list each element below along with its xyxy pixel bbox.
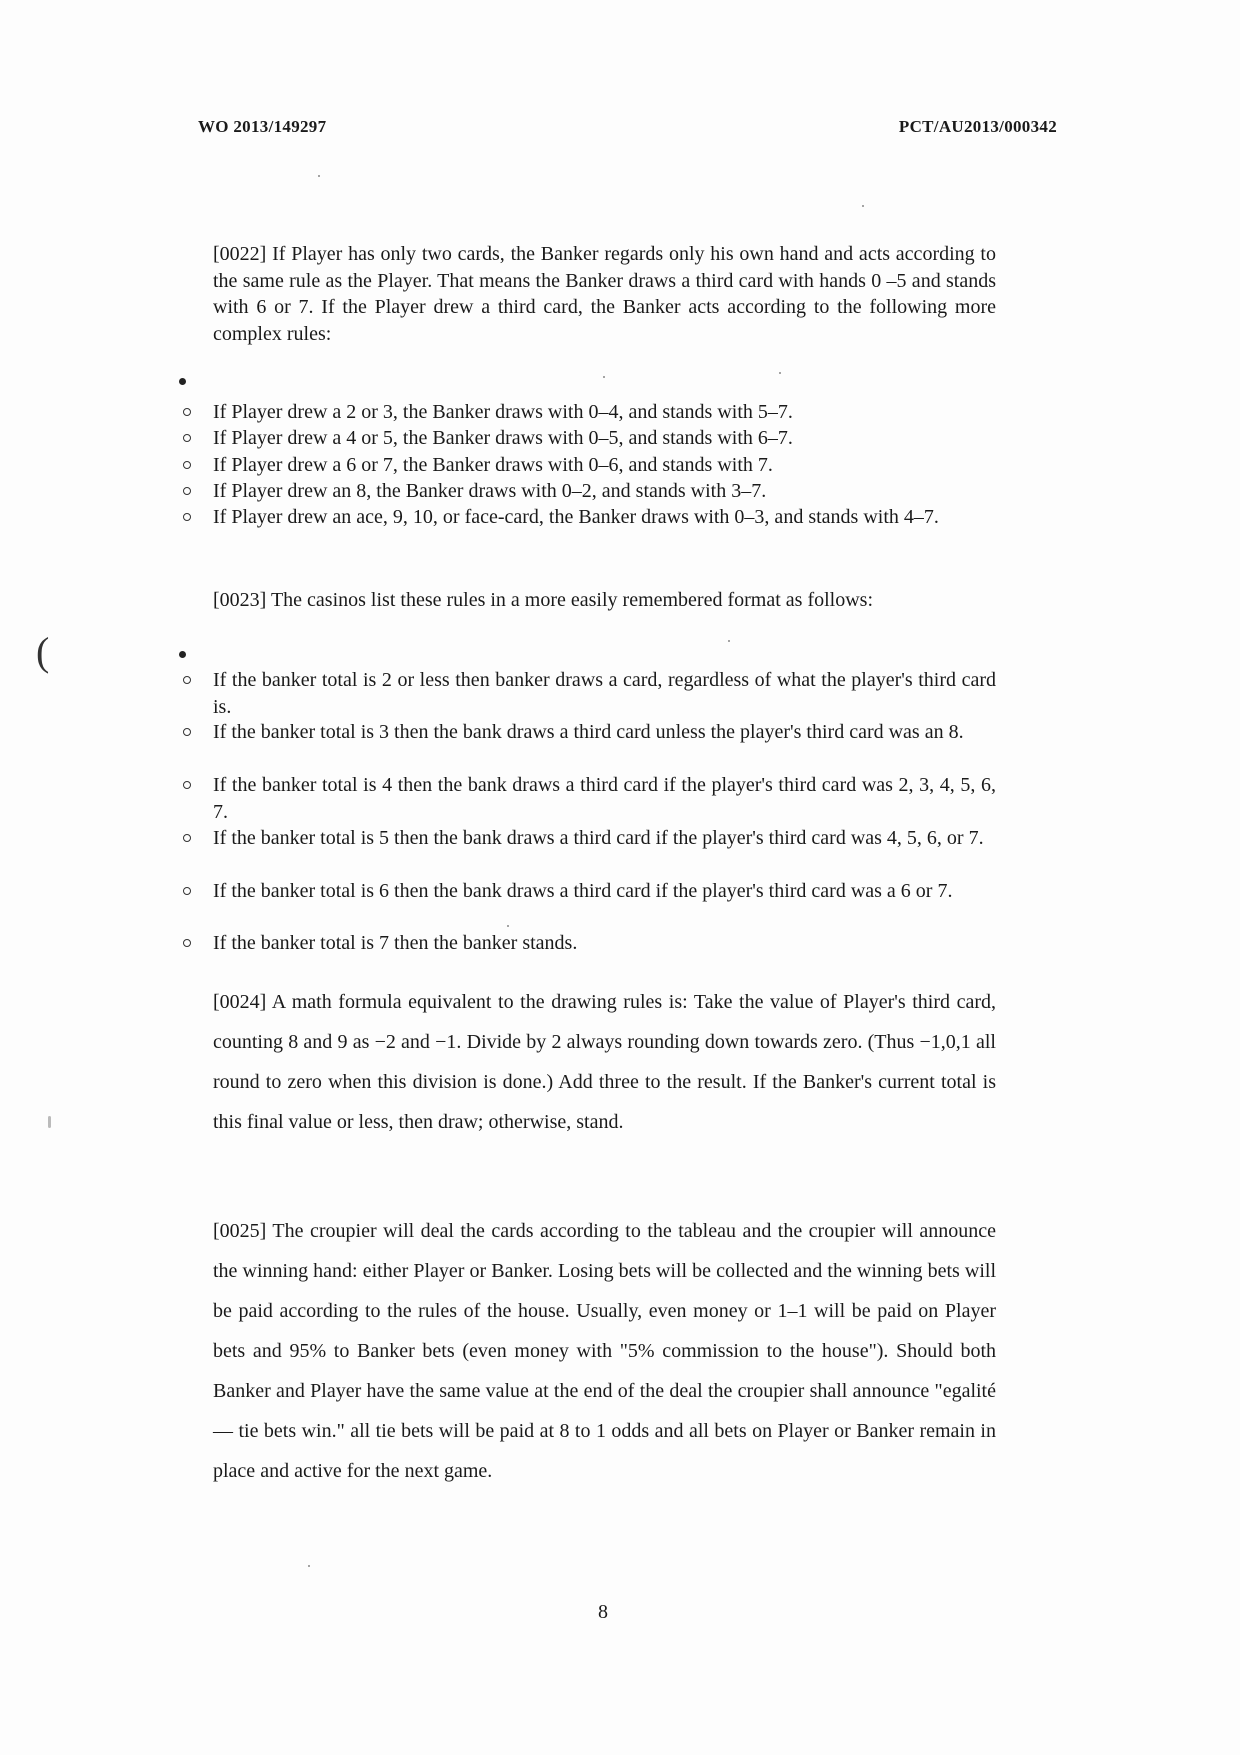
list-bullet-icon xyxy=(183,408,191,416)
list-bullet-icon xyxy=(183,513,191,521)
publication-number: WO 2013/149297 xyxy=(198,117,327,136)
scan-speck xyxy=(779,372,781,374)
margin-mark: ( xyxy=(36,629,50,674)
list-bullet-icon xyxy=(183,834,191,842)
paragraph-0024: [0024] A math formula equivalent to the drawing rules is: Take the value of Player's third card, counting 8 and 9 as −2 and −1. Divide by 2 always rounding down towards zero. (Thus −1,0,1 all round to zero when this division is done.) Add three to the result. If the Banker's current total is this final value or less, then draw; otherwise, stand. xyxy=(213,991,996,1133)
application-number: PCT/AU2013/000342 xyxy=(898,117,1057,136)
bullet-dot xyxy=(179,378,186,385)
paragraph-0022: [0022] If Player has only two cards, the Banker regards only his own hand and acts according to the same rule as the Player. That means the Banker draws a third card with hands 0 –5 and stands with 6 or 7. If the Player drew a third card, the Banker acts according to the following more complex rules: xyxy=(213,243,996,345)
list-bullet-icon xyxy=(183,939,191,947)
list-bullet-icon xyxy=(183,728,191,736)
list-item: If Player drew a 6 or 7, the Banker draws with 0–6, and stands with 7. xyxy=(213,452,996,479)
scan-speck xyxy=(728,640,730,642)
list-item: If Player drew an 8, the Banker draws with 0–2, and stands with 3–7. xyxy=(213,478,996,505)
bullet-dot xyxy=(179,651,186,658)
list-item: If the banker total is 3 then the bank draws a third card unless the player's third card was an 8. xyxy=(213,719,996,746)
list-bullet-icon xyxy=(183,461,191,469)
list-item: If Player drew a 2 or 3, the Banker draws with 0–4, and stands with 5–7. xyxy=(213,399,996,426)
list-item: If Player drew a 4 or 5, the Banker draws with 0–5, and stands with 6–7. xyxy=(213,425,996,452)
list-bullet-icon xyxy=(183,487,191,495)
list-bullet-icon xyxy=(183,676,191,684)
list-item: If the banker total is 5 then the bank draws a third card if the player's third card was 4, 5, 6, or 7. xyxy=(213,825,996,852)
scan-speck xyxy=(318,175,320,177)
list-item: If the banker total is 4 then the bank draws a third card if the player's third card was 2, 3, 4, 5, 6, 7. xyxy=(213,772,996,825)
scan-speck xyxy=(507,925,509,927)
scan-speck xyxy=(603,376,605,378)
list-bullet-icon xyxy=(183,781,191,789)
list-bullet-icon xyxy=(183,887,191,895)
list-item: If the banker total is 6 then the bank draws a third card if the player's third card was a 6 or 7. xyxy=(213,878,996,905)
paragraph-0023: [0023] The casinos list these rules in a more easily remembered format as follows: xyxy=(213,589,873,611)
list-item: If Player drew an ace, 9, 10, or face-card, the Banker draws with 0–3, and stands with 4–7. xyxy=(213,504,996,531)
scan-speck xyxy=(862,205,864,207)
list-item: If the banker total is 2 or less then banker draws a card, regardless of what the player's third card is. xyxy=(213,667,996,720)
page-number: 8 xyxy=(598,1601,608,1623)
list-item: If the banker total is 7 then the banker stands. xyxy=(213,930,996,957)
scan-speck xyxy=(48,1116,51,1128)
scan-speck xyxy=(308,1565,310,1567)
paragraph-0025: [0025] The croupier will deal the cards according to the tableau and the croupier will announce the winning hand: either Player or Banker. Losing bets will be collected and the winning bets will be paid according to the rules of the house. Usually, even money or 1–1 will be paid on Player bets and 95% to Banker bets (even money with "5% commission to the house"). Should both Banker and Player have the same value at the end of the deal the croupier shall announce "egalité— tie bets win." all tie bets will be paid at 8 to 1 odds and all bets on Player or Banker remain in place and active for the next game. xyxy=(213,1220,996,1482)
list-bullet-icon xyxy=(183,434,191,442)
